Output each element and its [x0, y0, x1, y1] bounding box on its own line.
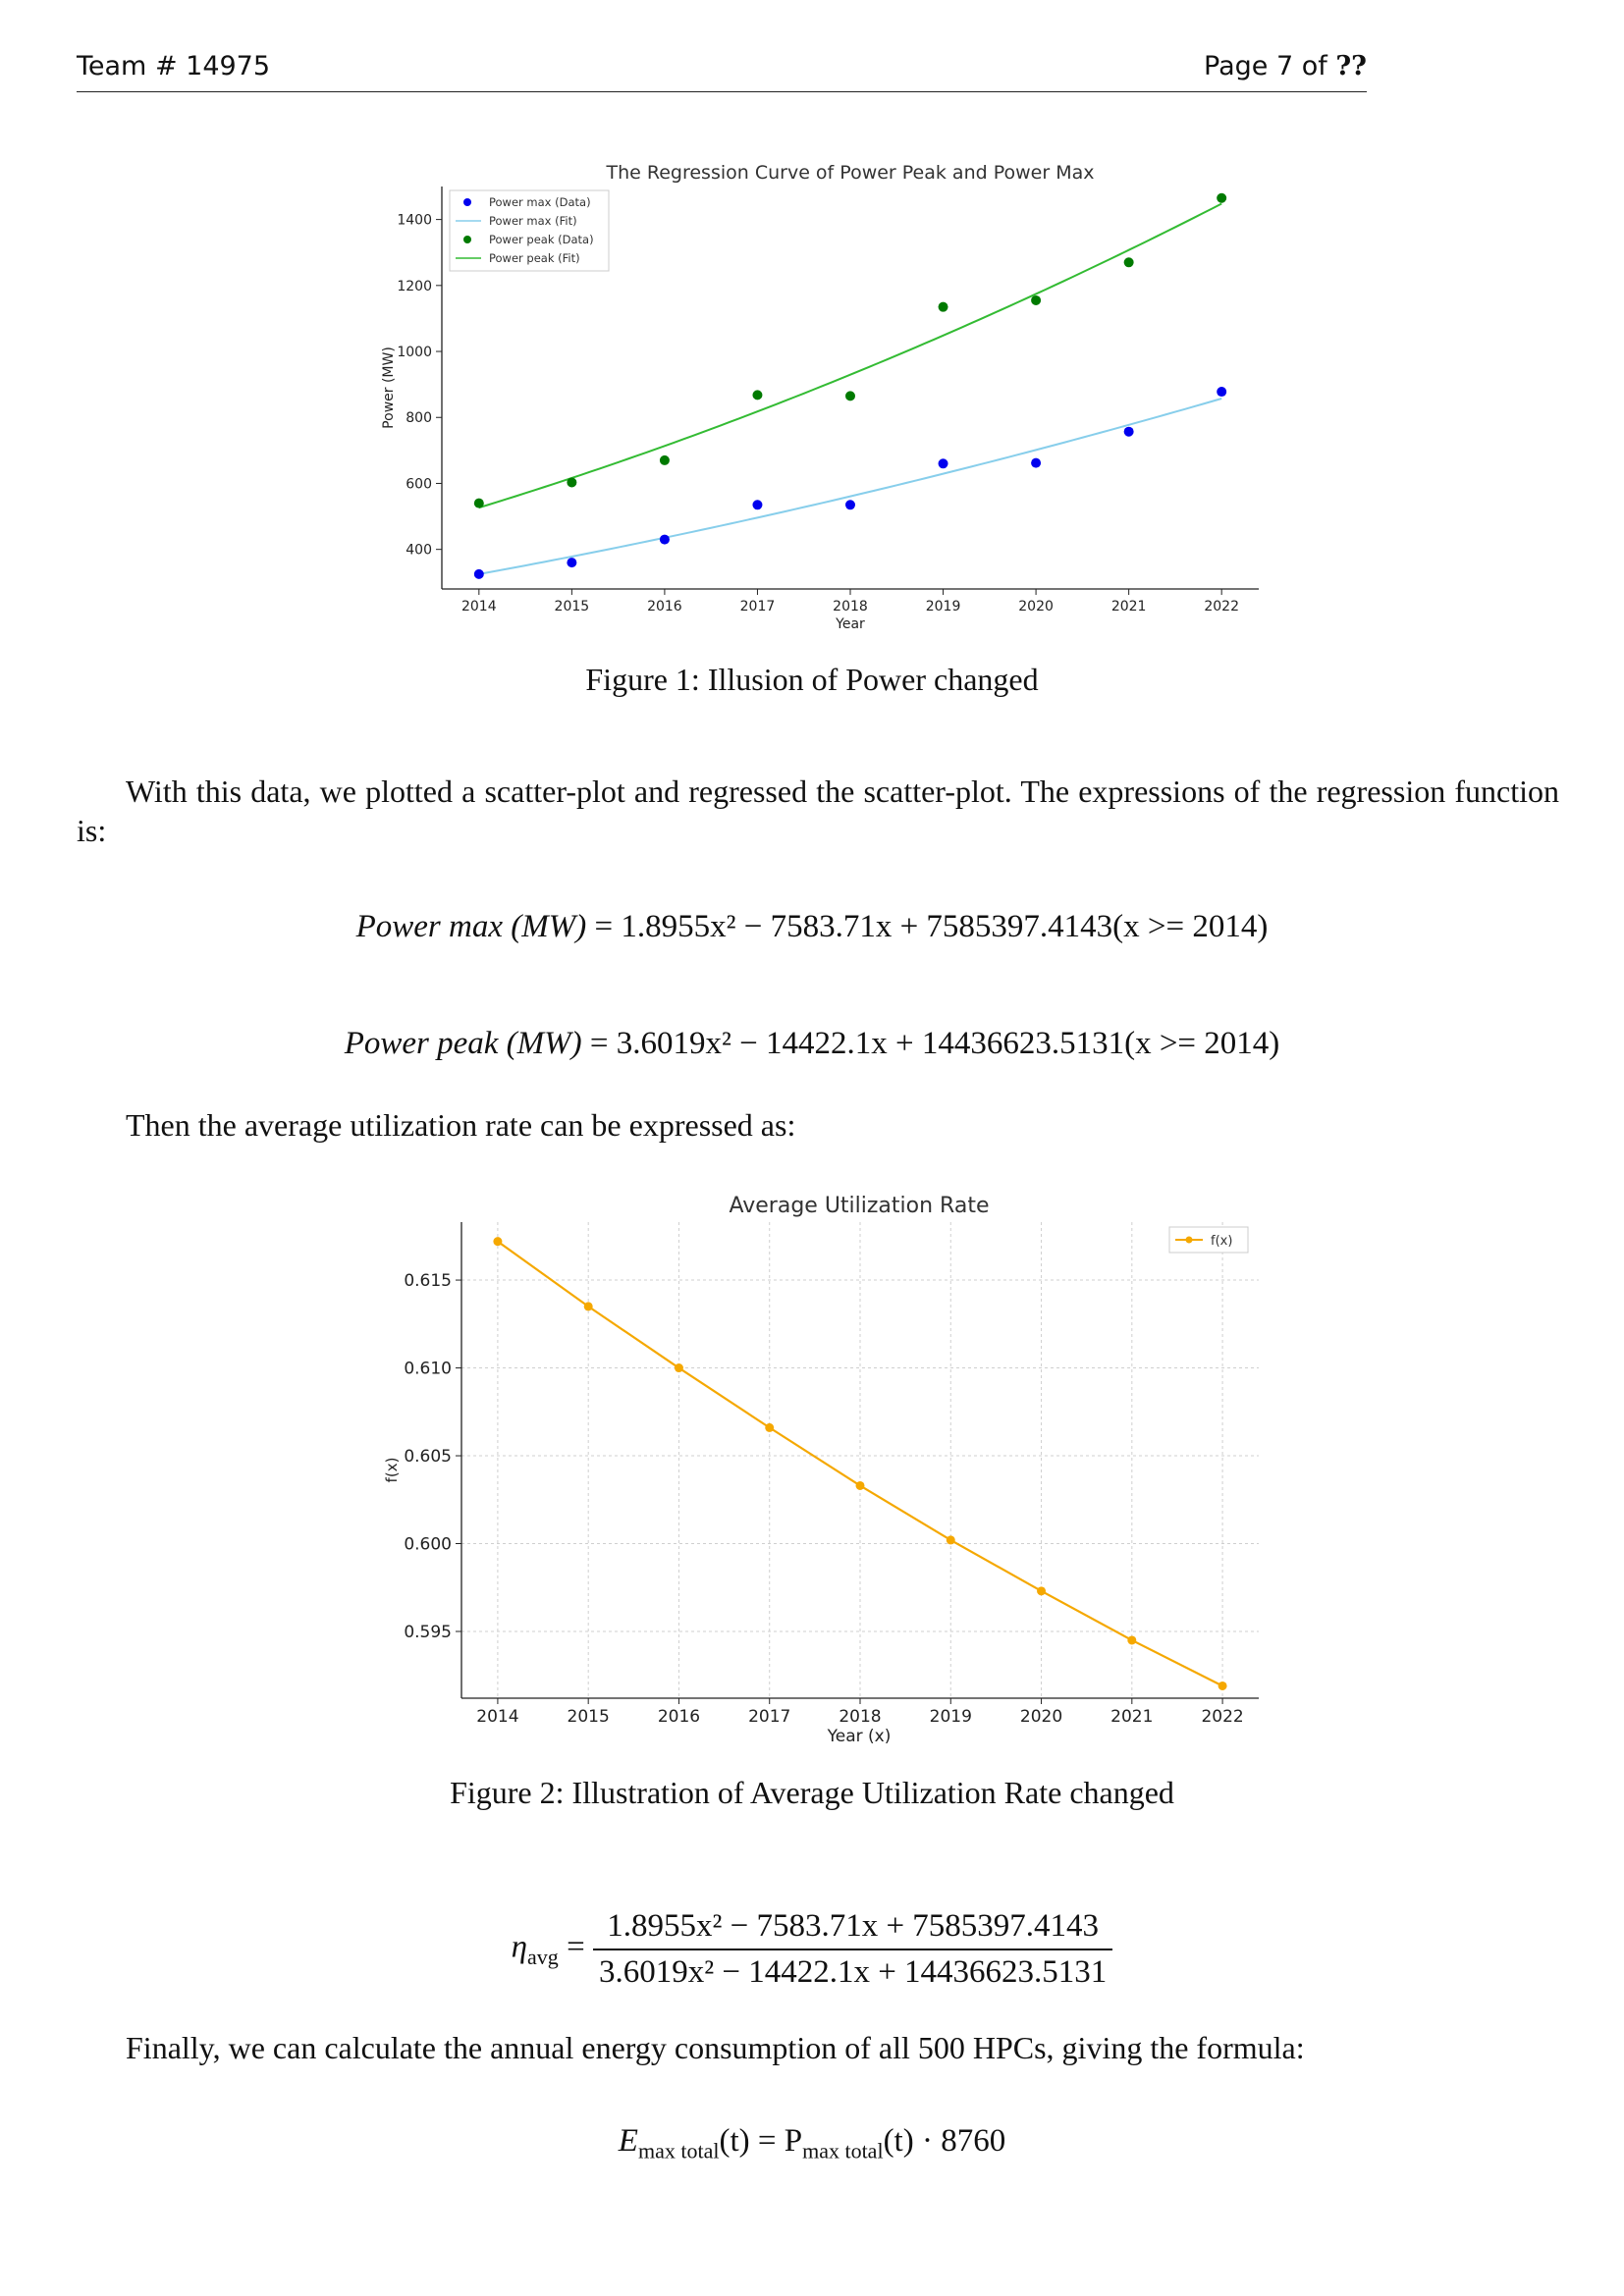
energy-E-subscript: max total [637, 2138, 720, 2163]
chart2-data-point [1037, 1586, 1046, 1595]
chart2-data-point [584, 1302, 593, 1310]
paragraph-regression: With this data, we plotted a scatter-plot and regressed the scatter-plot. The expressions of the regression function is: [77, 774, 1559, 848]
header-page-total: ?? [1335, 51, 1367, 81]
chart1-data-point [1124, 427, 1134, 437]
eta-fraction [593, 1908, 1112, 1991]
equation-power-max-label: Power max (MW) [355, 909, 587, 944]
chart1-x-tick-label: 2016 [647, 599, 682, 614]
eta-denominator: 3.6019x² − 14422.1x + 14436623.5131 [598, 1954, 1108, 1990]
chart2-x-label: Year (x) [827, 1727, 892, 1746]
chart1-x-tick-label: 2015 [554, 599, 590, 614]
equation-power-max [0, 909, 1624, 945]
chart2-y-tick-label: 0.595 [404, 1622, 452, 1642]
chart1-data-point [474, 499, 484, 508]
chart1-legend-label: Power max (Fit) [489, 214, 577, 228]
chart1-data-point [752, 500, 762, 509]
chart1-data-point [474, 569, 484, 579]
eta-symbol: η [511, 1929, 528, 1965]
chart1-data-point [1217, 193, 1226, 203]
header-page-prefix: Page 7 of [1204, 51, 1336, 81]
chart1-x-tick-label: 2019 [925, 599, 961, 614]
equation-energy [0, 2123, 1624, 2164]
chart1-x-tick-label: 2020 [1018, 599, 1054, 614]
equation-eta-avg [0, 1908, 1624, 1991]
chart1-x-tick-label: 2014 [460, 599, 497, 614]
chart2-x-tick-label: 2015 [567, 1707, 610, 1727]
chart2-y-tick-label: 0.605 [404, 1447, 452, 1468]
chart1-legend-label: Power peak (Fit) [489, 251, 580, 265]
chart1-data-point [567, 477, 576, 487]
chart2-data-point [1127, 1635, 1136, 1644]
equation-power-peak-label: Power peak (MW) [344, 1026, 582, 1061]
chart1-fit-curve-1 [479, 399, 1221, 574]
chart1-x-tick-label: 2017 [739, 599, 776, 614]
chart2-x-tick-label: 2016 [657, 1707, 701, 1727]
chart1-data-point [752, 390, 762, 400]
chart2-data-point [493, 1237, 502, 1246]
figure2-chart [0, 1168, 1624, 1757]
chart2-data-point [856, 1481, 865, 1490]
energy-tail: (t) · 8760 [883, 2123, 1006, 2159]
chart2-x-tick-label: 2021 [1110, 1707, 1154, 1727]
chart1-data-point [939, 302, 948, 312]
chart1-y-tick-label: 1000 [397, 345, 432, 361]
eta-subscript: avg [527, 1945, 559, 1970]
eta-numerator: 1.8955x² − 7583.71x + 7585397.4143 [593, 1908, 1112, 1950]
chart1-data-point [1031, 458, 1041, 468]
chart1-y-label: Power (MW) [381, 347, 397, 429]
chart1-x-label: Year [836, 616, 865, 632]
chart1-data-point [1031, 295, 1041, 305]
chart2-y-tick-label: 0.600 [404, 1534, 452, 1555]
chart2-legend-marker [1186, 1237, 1193, 1244]
equation-power-max-body: = 1.8955x² − 7583.71x + 7585397.4143(x >= 2014) [586, 909, 1269, 944]
paragraph-energy: Finally, we can calculate the annual energy consumption of all 500 HPCs, giving the formula: [126, 2030, 1305, 2065]
chart2-y-tick-label: 0.610 [404, 1359, 452, 1379]
chart2-x-tick-label: 2014 [476, 1707, 519, 1727]
energy-P-subscript: max total [802, 2138, 884, 2163]
chart1-y-tick-label: 600 [406, 476, 432, 493]
chart2-x-tick-label: 2018 [839, 1707, 882, 1727]
chart1-data-point [845, 391, 855, 400]
chart2-y-tick-label: 0.615 [404, 1271, 452, 1292]
chart1-data-point [1124, 257, 1134, 267]
chart1-x-tick-label: 2018 [833, 599, 868, 614]
chart1-legend-marker [463, 198, 471, 206]
figure2-caption: Figure 2: Illustration of Average Utilization Rate changed [450, 1775, 1174, 1810]
equation-power-peak-body: = 3.6019x² − 14422.1x + 14436623.5131(x >= 2014) [581, 1026, 1280, 1061]
chart1-y-tick-label: 1200 [397, 278, 432, 294]
chart2-data-point [1218, 1682, 1227, 1690]
chart1-data-point [660, 535, 670, 545]
chart1-x-tick-label: 2021 [1110, 599, 1147, 614]
chart1-x-tick-label: 2022 [1204, 599, 1240, 614]
chart2-title: Average Utilization Rate [729, 1194, 990, 1218]
chart1-legend-label: Power max (Data) [489, 195, 591, 209]
chart1-y-tick-label: 1400 [397, 212, 432, 229]
equation-power-peak [0, 1026, 1624, 1062]
chart1-legend-label: Power peak (Data) [489, 233, 594, 246]
energy-E: E [618, 2123, 638, 2159]
header-team: Team # 14975 [77, 51, 271, 81]
chart1-title: The Regression Curve of Power Peak and Power Max [606, 162, 1095, 184]
chart2-data-point [675, 1363, 683, 1372]
chart2-x-tick-label: 2022 [1201, 1707, 1244, 1727]
figure1-chart [0, 0, 1624, 667]
chart1-y-tick-label: 800 [406, 410, 432, 427]
chart1-data-point [939, 458, 948, 468]
figure1-caption: Figure 1: Illusion of Power changed [585, 662, 1039, 697]
chart1-data-point [660, 455, 670, 465]
chart1-data-point [1217, 387, 1226, 397]
chart1-y-tick-label: 400 [406, 542, 432, 559]
eta-equals: = [558, 1929, 585, 1965]
chart2-x-tick-label: 2019 [929, 1707, 972, 1727]
chart2-data-point [765, 1423, 774, 1432]
chart2-data-point [947, 1535, 955, 1544]
chart2-x-tick-label: 2017 [748, 1707, 791, 1727]
chart2-y-label: f(x) [383, 1457, 401, 1483]
energy-middle: (t) = P [719, 2123, 803, 2159]
chart2-legend-label: f(x) [1211, 1234, 1233, 1249]
chart1-legend-marker [463, 236, 471, 243]
chart1-data-point [567, 558, 576, 567]
chart2-x-tick-label: 2020 [1019, 1707, 1063, 1727]
chart1-data-point [845, 500, 855, 509]
paragraph-utilization: Then the average utilization rate can be expressed as: [126, 1107, 796, 1143]
